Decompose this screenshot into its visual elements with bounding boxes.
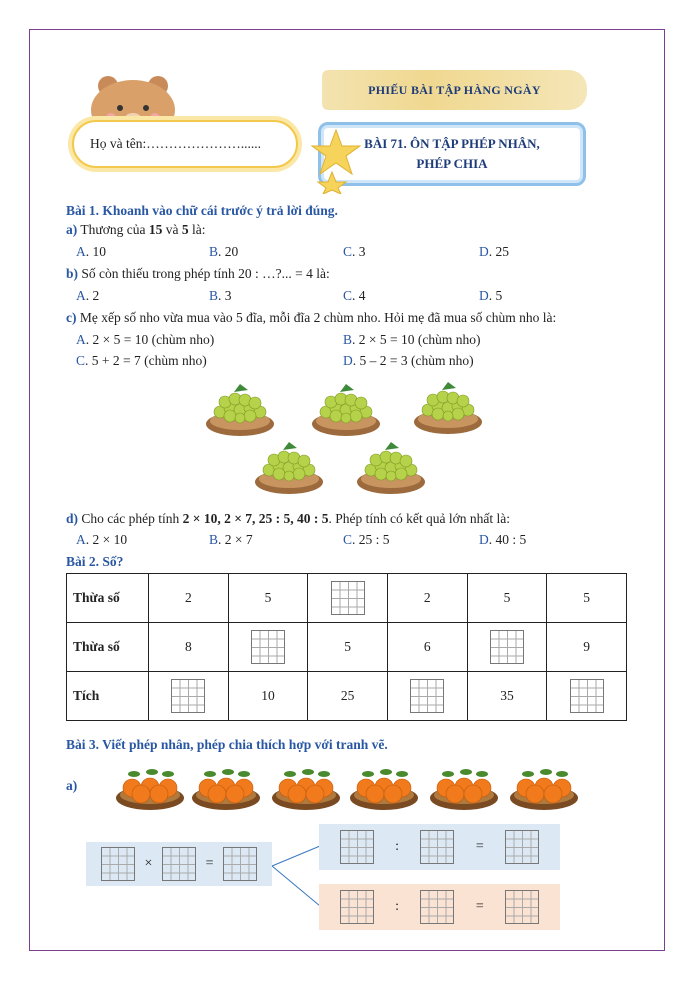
option-b[interactable] (209, 288, 232, 304)
option-d[interactable] (479, 532, 526, 548)
table-cell: 10 (228, 672, 308, 721)
option-text: . 2 × 10 (85, 532, 128, 547)
orange-plate-icon (508, 760, 580, 812)
grape-plate-icon (412, 378, 484, 436)
times-symbol: × (144, 856, 153, 871)
row-header: Tích (67, 672, 149, 721)
option-text: . 5 (488, 288, 503, 303)
table-cell: 8 (149, 623, 229, 672)
table-cell: 9 (547, 623, 627, 672)
option-b[interactable] (343, 332, 480, 348)
answer-cell[interactable] (547, 672, 627, 721)
equals-symbol: = (205, 856, 214, 871)
table-cell: 5 (308, 623, 388, 672)
option-letter: D (479, 532, 489, 547)
answer-box[interactable] (490, 630, 524, 664)
table-cell: 2 (149, 574, 229, 623)
table-cell: 35 (467, 672, 547, 721)
table-cell: 2 (387, 574, 467, 623)
orange-plate-icon (348, 760, 420, 812)
banner-title: PHIẾU BÀI TẬP HÀNG NGÀY (368, 82, 541, 97)
option-text: . 2 (85, 288, 100, 303)
divide-symbol: : (395, 899, 400, 914)
option-letter: D (479, 244, 489, 259)
option-letter: A (76, 332, 86, 347)
option-letter: A (76, 288, 86, 303)
question-text: Cho các phép tính (81, 511, 183, 526)
question-text: Số còn thiếu trong phép tính 20 : …?... = 4 là: (81, 266, 330, 281)
orange-plate-icon (270, 760, 342, 812)
grape-plate-icon (355, 438, 427, 496)
row-header: Thừa số (67, 574, 149, 623)
option-text: . 10 (85, 244, 106, 259)
bai2-title: Bài 2. Số? (66, 554, 124, 569)
multiplication-panel (86, 842, 272, 886)
lesson-title-line2: PHÉP CHIA (416, 156, 488, 171)
answer-box[interactable] (331, 581, 365, 615)
number-bold: 5 (181, 222, 189, 237)
table-cell: 5 (228, 574, 308, 623)
table-cell: 5 (547, 574, 627, 623)
grape-plate-icon (310, 380, 382, 438)
answer-box[interactable] (570, 679, 604, 713)
division-panel-1 (319, 824, 560, 870)
option-letter: C (343, 532, 353, 547)
table-cell: 6 (387, 623, 467, 672)
table-row (67, 623, 627, 672)
answer-box[interactable] (420, 890, 454, 924)
option-c[interactable] (343, 288, 366, 304)
answer-cell[interactable] (387, 672, 467, 721)
option-a[interactable] (76, 332, 214, 348)
bai1-d-question (66, 510, 510, 528)
option-letter: D (343, 353, 353, 368)
answer-box[interactable] (251, 630, 285, 664)
option-letter: C (343, 288, 353, 303)
row-header: Thừa số (67, 623, 149, 672)
divide-symbol: : (395, 839, 400, 854)
orange-plate-icon (190, 760, 262, 812)
answer-box[interactable] (223, 847, 257, 881)
answer-box[interactable] (410, 679, 444, 713)
answer-box[interactable] (340, 890, 374, 924)
question-text: là: (188, 222, 206, 237)
option-letter: A (76, 532, 86, 547)
option-text: . 2 × 7 (218, 532, 253, 547)
option-d[interactable] (479, 244, 509, 260)
option-text: . 2 × 5 = 10 (chùm nho) (85, 332, 215, 347)
option-letter: D (479, 288, 489, 303)
option-c[interactable] (343, 244, 366, 260)
option-a[interactable] (76, 288, 99, 304)
answer-box[interactable] (101, 847, 135, 881)
star-icon (310, 128, 362, 194)
option-text: . 2 × 5 = 10 (chùm nho) (352, 332, 481, 347)
operations-bold: 2 × 10, 2 × 7, 25 : 5, 40 : 5 (182, 511, 329, 526)
grape-plate-icon (204, 380, 276, 438)
option-c[interactable] (76, 353, 207, 369)
question-label: d) (66, 511, 79, 526)
option-letter: B (209, 288, 219, 303)
option-letter: B (209, 532, 219, 547)
bai1-b-question (66, 265, 330, 283)
option-text: . 5 + 2 = 7 (chùm nho) (85, 353, 207, 368)
option-a[interactable] (76, 532, 127, 548)
option-text: . 25 (488, 244, 509, 259)
option-letter: C (76, 353, 86, 368)
answer-cell[interactable] (308, 574, 388, 623)
answer-box[interactable] (505, 890, 539, 924)
option-text: . 25 : 5 (352, 532, 390, 547)
orange-plate-icon (428, 760, 500, 812)
question-text: Thương của (80, 222, 149, 237)
equals-symbol: = (475, 839, 484, 854)
grape-plate-icon (253, 438, 325, 496)
option-text: . 20 (218, 244, 239, 259)
question-text: . Phép tính có kết quả lớn nhất là: (328, 511, 510, 526)
option-text: . 5 – 2 = 3 (chùm nho) (352, 353, 474, 368)
name-label: Họ và tên:…………………...... (90, 136, 261, 151)
table-cell: 5 (467, 574, 547, 623)
connector-lines (270, 840, 322, 910)
bai1-c-question (66, 309, 556, 327)
table-row (67, 574, 627, 623)
option-text: . 3 (352, 244, 366, 259)
answer-box[interactable] (420, 830, 454, 864)
answer-box[interactable] (340, 830, 374, 864)
bai3-title: Bài 3. Viết phép nhân, phép chia thích hợp với tranh vẽ. (66, 737, 388, 752)
name-field[interactable] (72, 120, 298, 168)
table-cell: 25 (308, 672, 388, 721)
option-text: . 40 : 5 (488, 532, 527, 547)
answer-box[interactable] (171, 679, 205, 713)
answer-cell[interactable] (149, 672, 229, 721)
equals-symbol: = (475, 899, 484, 914)
option-text: . 4 (352, 288, 366, 303)
answer-cell[interactable] (467, 623, 547, 672)
answer-cell[interactable] (228, 623, 308, 672)
option-d[interactable] (343, 353, 474, 369)
number-bold: 15 (148, 222, 163, 237)
option-letter: C (343, 244, 353, 259)
option-b[interactable] (209, 532, 253, 548)
question-label: c) (66, 310, 77, 325)
option-b[interactable] (209, 244, 238, 260)
answer-box[interactable] (505, 830, 539, 864)
bai3-a-label: a) (66, 778, 78, 793)
header-banner (322, 70, 587, 110)
option-letter: B (209, 244, 219, 259)
table-row (67, 672, 627, 721)
question-label: a) (66, 222, 78, 237)
division-panel-2 (319, 884, 560, 930)
option-c[interactable] (343, 532, 390, 548)
question-text: và (162, 222, 182, 237)
option-letter: A (76, 244, 86, 259)
lesson-title-line1: BÀI 71. ÔN TẬP PHÉP NHÂN, (364, 136, 540, 151)
bai1-a-question (66, 221, 205, 239)
bai1-title: Bài 1. Khoanh vào chữ cái trước ý trả lời đúng. (66, 203, 338, 218)
option-a[interactable] (76, 244, 106, 260)
multiplication-table (66, 573, 627, 721)
question-label: b) (66, 266, 79, 281)
option-d[interactable] (479, 288, 502, 304)
option-letter: B (343, 332, 353, 347)
question-text: Mẹ xếp số nho vừa mua vào 5 đĩa, mỗi đĩa 2 chùm nho. Hỏi mẹ đã mua số chùm nho là: (79, 310, 557, 325)
orange-plate-icon (114, 760, 186, 812)
answer-box[interactable] (162, 847, 196, 881)
option-text: . 3 (218, 288, 232, 303)
